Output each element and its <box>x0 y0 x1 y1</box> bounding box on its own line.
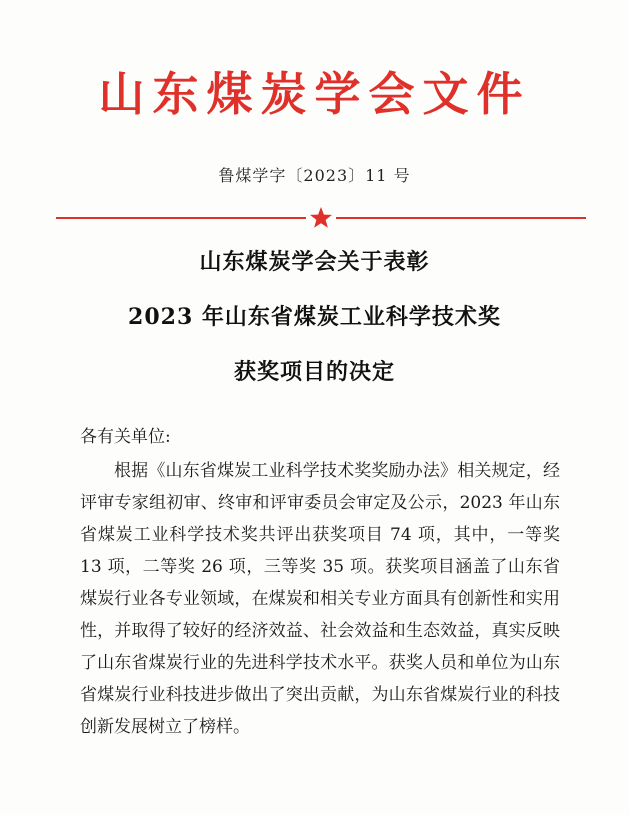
red-divider <box>56 206 586 230</box>
decision-title-line-1: 山东煤炭学会关于表彰 <box>199 249 430 275</box>
body-paragraph: 根据《山东省煤炭工业科学技术奖奖励办法》相关规定，经评审专家组初审、终审和评审委员会审定及公示，2023 年山东省煤炭工业科学技术奖共评出获奖项目 74 项，其中，一等奖 13 项，二等奖 26 项，三等奖 35 项。获奖项目涵盖了山东省煤炭行业各专业领域，在煤炭和相关专业方面具有创新性和实用性，并取得了较好的经济效益、社会效益和生态效益，真实反映了山东省煤炭行业的先进科学技术水平。获奖人员和单位为山东省煤炭行业科技进步做出了突出贡献，为山东省煤炭行业的科技创新发展树立了榜样。 <box>80 461 560 737</box>
document-number: 鲁煤学字〔2023〕11 号 <box>218 166 411 185</box>
divider-line-left <box>56 217 306 219</box>
star-icon <box>309 206 333 230</box>
divider-line-right <box>336 217 586 219</box>
document-header-title: 山东煤炭学会文件 <box>98 67 531 121</box>
decision-title-line-2: 2023 年山东省煤炭工业科学技术奖 <box>128 304 501 330</box>
decision-title-line-3: 获奖项目的决定 <box>233 359 395 385</box>
salutation: 各有关单位: <box>80 427 171 447</box>
